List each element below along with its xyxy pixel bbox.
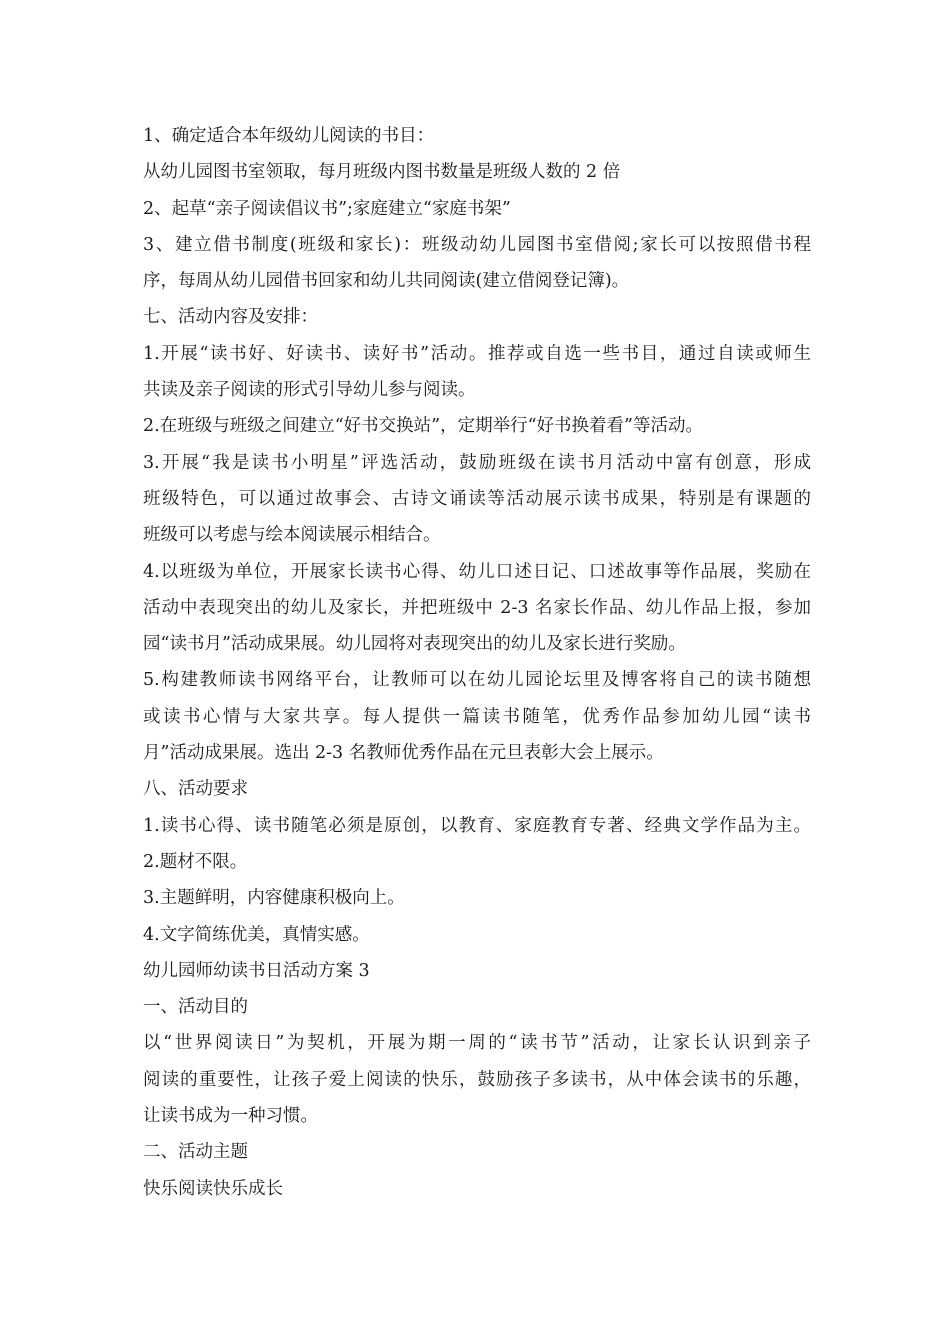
text-line: 1.读书心得、读书随笔必须是原创，以教育、家庭教育专著、经典文学作品为主。: [143, 815, 811, 836]
text-line: 阅读的重要性，让孩子爱上阅读的快乐，鼓励孩子多读书，从中体会读书的乐趣，: [143, 1069, 811, 1090]
text-line: 2.在班级与班级之间建立“好书交换站”，定期举行“好书换着看”等活动。: [143, 416, 703, 437]
text-line: 共读及亲子阅读的形式引导幼儿参与阅读。: [143, 380, 476, 401]
text-line: 快乐阅读快乐成长: [143, 1178, 283, 1199]
text-line: 幼儿园师幼读书日活动方案 3: [143, 960, 370, 981]
text-line: 让读书成为一种习惯。: [143, 1106, 318, 1127]
text-line: 4.文字简练优美，真情实感。: [143, 924, 370, 945]
text-line: 活动中表现突出的幼儿及家长，并把班级中 2-3 名家长作品、幼儿作品上报，参加: [143, 597, 811, 618]
text-line: 从幼儿园图书室领取，每月班级内图书数量是班级人数的 2 倍: [143, 162, 621, 183]
text-line: 二、活动主题: [143, 1142, 248, 1163]
text-line: 以“世界阅读日”为契机，开展为期一周的“读书节”活动，让家长认识到亲子: [143, 1033, 811, 1054]
text-line: 八、活动要求: [143, 779, 248, 800]
text-line: 班级特色，可以通过故事会、古诗文诵读等活动展示读书成果，特别是有课题的: [143, 488, 811, 509]
text-line: 七、活动内容及安排：: [143, 307, 318, 328]
text-line: 园“读书月”活动成果展。幼儿园将对表现突出的幼儿及家长进行奖励。: [143, 634, 686, 655]
text-line: 月”活动成果展。选出 2-3 名教师优秀作品在元旦表彰大会上展示。: [143, 743, 664, 764]
text-line: 2.题材不限。: [143, 851, 248, 872]
text-line: 或读书心情与大家共享。每人提供一篇读书随笔，优秀作品参加幼儿园“读书: [143, 706, 811, 727]
text-line: 3.主题鲜明，内容健康积极向上。: [143, 888, 405, 909]
document-body: [143, 118, 811, 1207]
text-line: 1、确定适合本年级幼儿阅读的书目：: [143, 126, 435, 146]
text-line: 4.以班级为单位，开展家长读书心得、幼儿口述日记、口述故事等作品展，奖励在: [143, 561, 811, 582]
text-line: 5.构建教师读书网络平台，让教师可以在幼儿园论坛里及博客将自己的读书随想: [143, 670, 811, 691]
text-line: 一、活动目的: [143, 997, 248, 1018]
text-line: 3.开展“我是读书小明星”评选活动，鼓励班级在读书月活动中富有创意，形成: [143, 452, 811, 473]
text-line: 序，每周从幼儿园借书回家和幼儿共同阅读(建立借阅登记簿)。: [143, 271, 630, 292]
text-line: 班级可以考虑与绘本阅读展示相结合。: [143, 525, 441, 546]
text-line: 3、建立借书制度(班级和家长)：班级动幼儿园图书室借阅;家长可以按照借书程: [143, 234, 811, 255]
text-line: 2、起草“亲子阅读倡议书”;家庭建立“家庭书架”: [143, 198, 511, 219]
text-line: 1.开展“读书好、好读书、读好书”活动。推荐或自选一些书目，通过自读或师生: [143, 343, 811, 364]
